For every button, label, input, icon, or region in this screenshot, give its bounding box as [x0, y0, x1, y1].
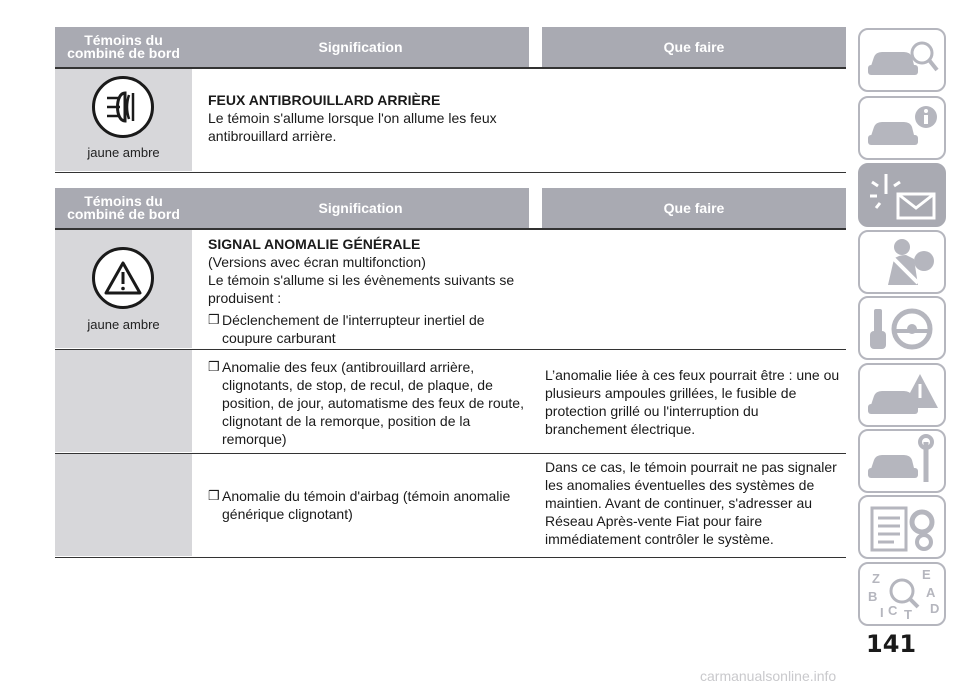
tab-car-info[interactable] — [858, 96, 946, 160]
car-search-icon — [864, 35, 940, 85]
tab-warning-lights[interactable] — [858, 163, 946, 227]
header-lamps-line1: Témoins du — [84, 32, 163, 48]
warning-description: Le témoin s'allume si les évènements suivants se produisent : — [208, 272, 515, 306]
header-lamps — [55, 27, 192, 67]
row-divider — [55, 172, 846, 173]
warning-description: Le témoin s'allume lorsque l'on allume les feux antibrouillard arrière. — [208, 110, 497, 144]
header-lamps-line1: Témoins du — [84, 193, 163, 209]
lamp-color-label: jaune ambre — [87, 317, 160, 332]
header-action: Que faire — [542, 188, 846, 228]
meaning-cell — [208, 235, 523, 347]
warning-title: SIGNAL ANOMALIE GÉNÉRALE — [208, 236, 421, 252]
car-info-icon — [864, 103, 940, 153]
header-lamps — [55, 188, 192, 228]
tab-index[interactable] — [858, 562, 946, 626]
bullet-box-icon: ❒ — [208, 359, 220, 374]
bullet-box-icon: ❒ — [208, 488, 220, 503]
header-meaning: Signification — [192, 27, 529, 67]
header-action: Que faire — [542, 27, 846, 67]
action-cell: Dans ce cas, le témoin pourrait ne pas signaler les anomalies éventuelles des systèmes de maintien. Avant de continuer, s'adresser au Réseau Après-vente Fiat pour faire immédiatement contrôler le système. — [545, 459, 837, 547]
tab-car-search[interactable] — [858, 28, 946, 92]
tab-safety[interactable] — [858, 230, 946, 294]
index-letter: A — [926, 585, 936, 600]
lamp-cell — [55, 454, 192, 556]
warning-light-message-icon — [864, 168, 940, 222]
action-cell: L’anomalie liée à ces feux pourrait être : une ou plusieurs ampoules grillées, le fusible de protection grillé ou l'interruption du branchement électrique. — [545, 367, 840, 437]
lamp-cell — [55, 350, 192, 452]
tab-emergency[interactable] — [858, 363, 946, 427]
page-number: 141 — [866, 630, 917, 658]
index-letter: B — [868, 589, 878, 604]
header-lamps-line2: combiné de bord — [67, 45, 180, 61]
list-item-text: Déclenchement de l'interrupteur inertiel de coupure carburant — [222, 312, 485, 346]
car-maintenance-icon — [864, 434, 940, 488]
index-letter: C — [888, 603, 898, 618]
specs-gear-icon — [864, 500, 940, 554]
warning-title: FEUX ANTIBROUILLARD ARRIÈRE — [208, 92, 441, 108]
list-item — [208, 487, 528, 523]
list-item-text: Anomalie des feux (antibrouillard arrière, clignotants, de stop, de recul, de plaque, de position, de jour, automatisme des feux de route, clignotant de la remorque, position de la remorque) — [222, 359, 524, 447]
tab-technical-data[interactable] — [858, 495, 946, 559]
list-item — [208, 358, 528, 448]
seatbelt-airbag-icon — [864, 235, 940, 289]
warning-triangle-icon — [92, 247, 154, 309]
alphabetical-index-icon — [864, 567, 940, 621]
index-letter: T — [904, 607, 912, 621]
meaning-cell — [208, 91, 528, 145]
index-letter: I — [880, 605, 884, 620]
bullet-box-icon: ❒ — [208, 312, 220, 327]
list-item-text: Anomalie du témoin d'airbag (témoin anomalie générique clignotant) — [222, 488, 511, 522]
lamp-color-label: jaune ambre — [87, 145, 160, 160]
tab-starting-driving[interactable] — [858, 296, 946, 360]
rear-fog-light-icon — [92, 76, 154, 138]
versions-note: (Versions avec écran multifonction) — [208, 254, 426, 270]
index-letter: D — [930, 601, 940, 616]
list-item — [208, 311, 523, 347]
car-emergency-icon — [864, 368, 940, 422]
key-steering-icon — [864, 301, 940, 355]
meaning-cell — [208, 487, 528, 523]
row-divider — [55, 557, 846, 558]
tab-maintenance[interactable] — [858, 429, 946, 493]
index-letter: Z — [872, 571, 880, 586]
index-letter: E — [922, 567, 931, 582]
meaning-cell — [208, 358, 528, 448]
watermark: carmanualsonline.info — [700, 668, 837, 684]
header-lamps-line2: combiné de bord — [67, 206, 180, 222]
header-meaning: Signification — [192, 188, 529, 228]
